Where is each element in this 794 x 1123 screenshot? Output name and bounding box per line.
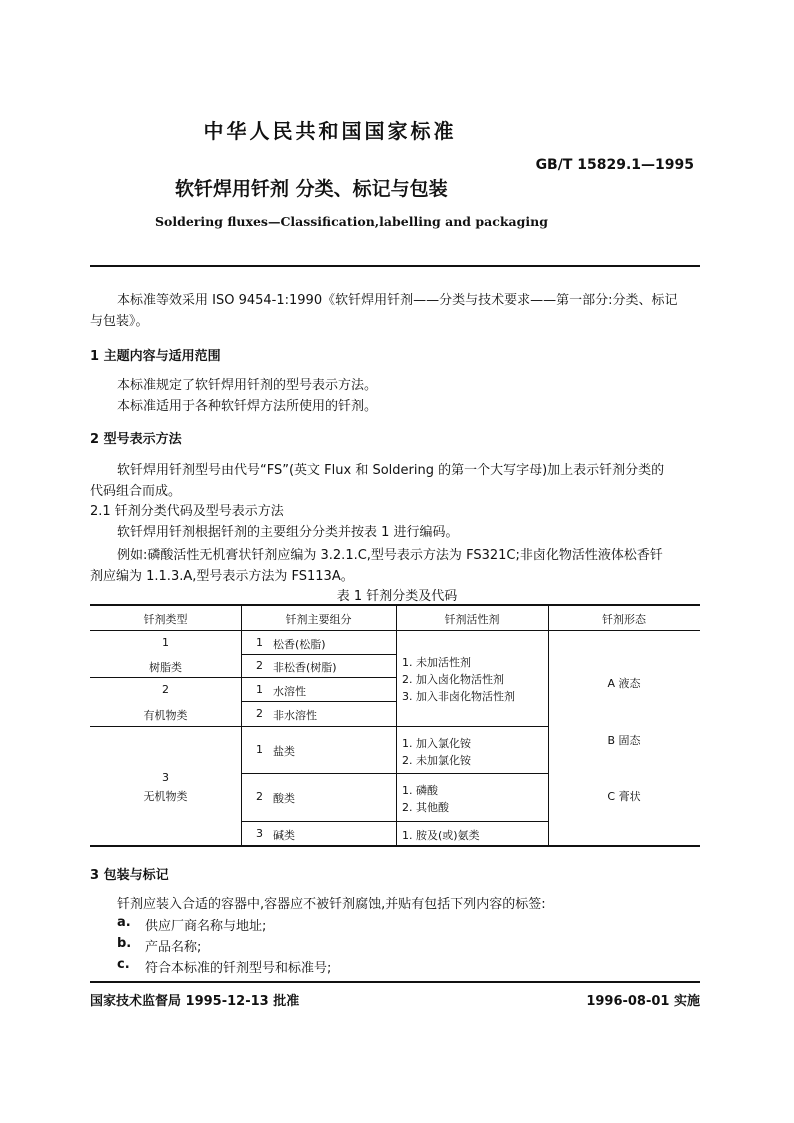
section-3-paragraph: 钎剂应装入合适的容器中,容器应不被钎剂腐蚀,并贴有包括下列内容的标签: xyxy=(117,897,546,912)
table-header-cell: 钎剂类型 xyxy=(143,613,188,626)
section-3-heading: 3 包装与标记 xyxy=(90,868,169,883)
section-2-1-paragraph: 软钎焊用钎剂根据钎剂的主要组分分类并按表 1 进行编码。 xyxy=(117,525,459,540)
component-code: 1 xyxy=(256,636,263,649)
section-2-1-heading: 2.1 钎剂分类代码及型号表示方法 xyxy=(90,504,284,519)
list-marker: a. xyxy=(117,915,131,930)
component-code: 2 xyxy=(256,659,263,672)
component-label: 非松香(树脂) xyxy=(273,661,337,674)
activator-item: 1. 胺及(或)氨类 xyxy=(402,829,480,842)
type-2-name: 有机物类 xyxy=(143,709,188,722)
example-line-1: 例如:磷酸活性无机膏状钎剂应编为 3.2.1.C,型号表示方法为 FS321C;非卤化物活性液体松香钎 xyxy=(117,548,663,563)
section-1-paragraph-1: 本标准规定了软钎焊用钎剂的型号表示方法。 xyxy=(117,378,378,393)
document-title-cn: 软钎焊用钎剂 分类、标记与包装 xyxy=(175,178,448,200)
form-solid: B 固态 xyxy=(607,734,641,747)
intro-line-1: 本标准等效采用 ISO 9454-1:1990《软钎焊用钎剂——分类与技术要求——第一部分:分类、标记 xyxy=(117,293,678,308)
header-rule xyxy=(90,265,700,267)
component-code: 1 xyxy=(256,683,263,696)
form-paste: C 膏状 xyxy=(607,790,641,803)
national-standard-title: 中华人民共和国国家标准 xyxy=(203,119,457,143)
activator-item: 2. 加入卤化物活性剂 xyxy=(402,673,504,686)
implementation-date: 1996-08-01 实施 xyxy=(586,994,700,1009)
list-item: 产品名称; xyxy=(145,940,202,955)
component-code: 1 xyxy=(256,743,263,756)
table-rule xyxy=(241,821,548,822)
component-label: 酸类 xyxy=(273,792,295,805)
list-item: 符合本标准的钎剂型号和标准号; xyxy=(145,961,332,976)
document-title-en: Soldering fluxes—Classification,labelling and packaging xyxy=(155,214,548,229)
table-bottom-rule xyxy=(90,845,700,847)
standard-number: GB/T 15829.1—1995 xyxy=(535,157,694,173)
type-2-code: 2 xyxy=(162,683,169,696)
table-caption: 表 1 钎剂分类及代码 xyxy=(336,589,458,604)
activator-item: 1. 未加活性剂 xyxy=(402,656,471,669)
footer-rule xyxy=(90,981,700,983)
list-marker: c. xyxy=(117,957,130,972)
component-code: 2 xyxy=(256,790,263,803)
table-column-rule xyxy=(241,605,242,846)
table-rule xyxy=(241,773,548,774)
type-1-name: 树脂类 xyxy=(149,661,182,674)
approval-date: 国家技术监督局 1995-12-13 批准 xyxy=(90,994,300,1009)
type-1-code: 1 xyxy=(162,636,169,649)
table-header-rule xyxy=(90,630,700,631)
table-column-rule xyxy=(396,605,397,846)
example-line-2: 剂应编为 1.1.3.A,型号表示方法为 FS113A。 xyxy=(90,569,354,584)
component-label: 松香(松脂) xyxy=(273,638,326,651)
table-rule xyxy=(90,726,548,727)
form-liquid: A 液态 xyxy=(607,677,641,690)
activator-item: 2. 未加氯化铵 xyxy=(402,754,471,767)
table-rule xyxy=(241,654,396,655)
section-1-paragraph-2: 本标准适用于各种软钎焊方法所使用的钎剂。 xyxy=(117,399,378,414)
component-label: 碱类 xyxy=(273,829,295,842)
section-1-heading: 1 主题内容与适用范围 xyxy=(90,349,221,364)
type-3-code: 3 xyxy=(162,771,169,784)
table-column-rule xyxy=(548,605,549,846)
list-item: 供应厂商名称与地址; xyxy=(145,919,267,934)
type-3-name: 无机物类 xyxy=(143,790,188,803)
component-label: 非水溶性 xyxy=(273,709,317,722)
intro-line-2: 与包装》。 xyxy=(90,314,149,329)
table-rule xyxy=(241,701,396,702)
component-code: 3 xyxy=(256,827,263,840)
section-2-paragraph-line-2: 代码组合而成。 xyxy=(90,484,182,499)
table-header-cell: 钎剂主要组分 xyxy=(285,613,352,626)
component-label: 水溶性 xyxy=(273,685,306,698)
component-label: 盐类 xyxy=(273,745,295,758)
table-header-cell: 钎剂活性剂 xyxy=(444,613,500,626)
activator-item: 1. 磷酸 xyxy=(402,784,438,797)
component-code: 2 xyxy=(256,707,263,720)
list-marker: b. xyxy=(117,936,132,951)
table-rule xyxy=(90,677,396,678)
activator-item: 1. 加入氯化铵 xyxy=(402,737,471,750)
section-2-heading: 2 型号表示方法 xyxy=(90,432,182,447)
table-header-cell: 钎剂形态 xyxy=(602,613,646,626)
activator-item: 3. 加入非卤化物活性剂 xyxy=(402,690,515,703)
section-2-paragraph-line-1: 软钎焊用钎剂型号由代号“FS”(英文 Flux 和 Soldering 的第一个大写字母)加上表示钎剂分类的 xyxy=(117,463,665,478)
table-top-rule xyxy=(90,604,700,606)
activator-item: 2. 其他酸 xyxy=(402,801,449,814)
